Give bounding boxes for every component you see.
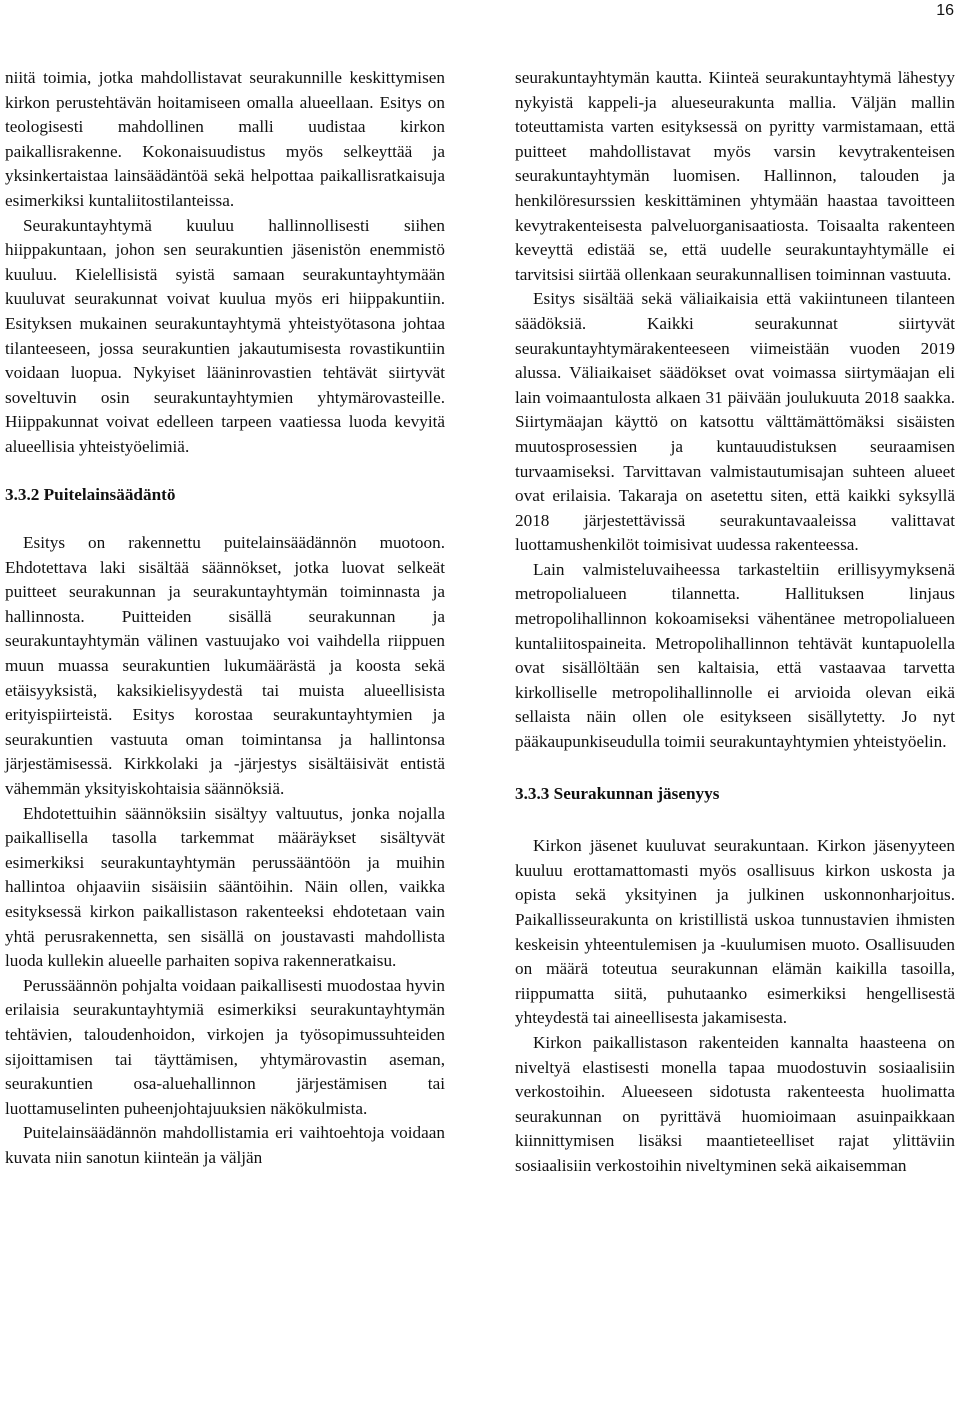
body-paragraph: Esitys sisältää sekä väliaikaisia että vakiintuneen tilanteen säädöksiä. Kaikki seurakunnat siirtyvät seurakuntayhtymärakenteeseen viimeistään vuoden 2019 alussa. Väliaikaiset säädökset ovat voimassa siirtymäajan eli lain voimaantulosta alkaen 31 päivään joulukuuta 2018 saakka. Siirtymäajan käyttö on katsottu välttämättömäksi sisäisten muutosprosessien ja kuntauudistuksen seuraamisen turvaamiseksi. Tarvittavan valmistautumisajan suhteen alueet ovat erilaisia. Takaraja on asetettu siten, että kaikki syksyllä 2018 järjestettävissä seurakuntavaaleissa valittavat luottamushenkilöt toimisivat uudessa rakenteessa. (515, 289, 955, 555)
body-paragraph: Lain valmisteluvaiheessa tarkasteltiin erillisyymyksenä metropolialueen tilannetta. Hallituksen linjaus metropolihallinnon kokoamiseksi vähentäneе metropolialueen kuntaliitospaineita. Metropolihallinnon tehtävät kuntapuolella ovat sisällöltään sen kaltaisia, että vastaavaa tarvetta kirkolliselle metropolihallinnolle ei arvioida olevan eikä sellaista näin ollen ole esitykseen sisällytetty. Jo nyt pääkaupunkiseudulla toimii seurakuntayhtymien yhteistyöelin. (515, 559, 955, 752)
body-paragraph: Perussäännön pohjalta voidaan paikallisesti muodostaa hyvin erilaisia seurakuntayhtymiä esimerkiksi seurakuntayhtymän tehtävien, taloudenhoidon, virkojen ja työsopimussuhteiden sijoittamisen tai täyttämisen, yhtymärovastin aseman, seurakuntien osa-aluehallinnon järjestämisen tai luottamuselinten puheenjohtajuuksien näkökulmista. (5, 975, 445, 1118)
page-number: 16 (936, 2, 954, 19)
body-paragraph: Kirkon paikallistason rakenteiden kannalta haasteena on niveltyä elastisesti monella tapaa muodostuvin sosiaalisiin verkostoihin. Alueeseen sidotusta rakenteesta huolimatta seurakunnan on pyrittävä huomioimaan asuinpaikkaan kiinnittymisen lisäksi maantieteelliset rajat ylittäviin sosiaalisiin verkostoihin niveltyminen sekä aikaisemman (515, 1032, 955, 1175)
right-column (515, 66, 955, 1179)
left-column (5, 66, 445, 1171)
body-paragraph: Puitelainsäädännön mahdollistamia eri vaihtoehtoja voidaan kuvata niin sanotun kiinteän ja väljän (5, 1123, 445, 1167)
body-paragraph: Seurakuntayhtymä kuuluu hallinnollisesti siihen hiippakuntaan, johon sen seurakuntien jäsenistön enemmistö kuuluu. Kielellisistä syistä samaan seurakuntayhtymään kuuluvat seurakunnat voivat kuulua myös eri hiippakuntiin. Esityksen mukainen seurakuntayhtymä yhteistyötasona johtaa tilanteeseen, jossa seurakuntien jakautumisesta rovastikuntiin voidaan luopua. Nykyiset lääninrovastien tehtävät siirtyvät soveltuvin osin seurakuntayhtymien yhtymärovasteille. Hiippakunnat voivat edelleen tarpeen vaatiessa luoda kevyitä alueellisia yhteistyöelimiä. (5, 215, 445, 456)
body-paragraph: Esitys on rakennettu puitelainsäädännön muotoon. Ehdotettava laki sisältää säännökset, jotka luovat selkeät puitteet seurakunnan ja seurakuntayhtymän toiminnasta ja hallinnosta. Puitteiden sisällä seurakunnan ja seurakuntayhtymän välinen vastuujako voi vaihdella riippuen muun muassa seurakuntien lukumäärästä ja koosta sekä etäisyyksistä, kaksikielisyydestä tai muista alueellisista erityispiirteistä. Esitys korostaa seurakuntayhtymien ja seurakuntien vastuuta oman toimintansa ja hallintonsa järjestämisessä. Kirkkolaki ja -järjestys sisältäisivät entistä vähemmän yksityiskohtaisia säännöksiä. (5, 533, 445, 799)
body-paragraph: seurakuntayhtymän kautta. Kiinteä seurakuntayhtymä lähestyy nykyistä kappeli-ja alueseurakunta mallia. Väljän mallin toteuttamista varten esityksessä on pyritty varmistamaan, että puitteet mahdollistavat myös varsin kevytrakenteisen seurakuntayhtymän luomisen. Hallinnon, talouden ja henkilöresurssien keskittäminen yhtymään haastaa tavoitteen kevytrakenteisesta palveluorganisaatiosta. Toisaalta rakenteen keveyttä edistää se, että uudelle seurakuntayhtymälle ei tarvitsisi siirtää ollenkaan seurakunnallisen toiminnan vastuuta. (515, 68, 955, 284)
body-paragraph: Kirkon jäsenet kuuluvat seurakuntaan. Kirkon jäsenyyteen kuuluu erottamattomasti myös osallisuus kirkon uskosta ja opista sekä yksityinen ja julkinen uskonnonharjoitus. Paikallisseurakunta on kristillistä uskoa tunnustavien ihmisten keskeisin yhteentulemisen ja -kuulumisen muoto. Osallisuuden on määrä toteutua seurakunnan elämän kaikilla tasoilla, riippumatta siitä, puhutaanko esimerkiksi hengellisestä yhteydestä tai aineellisesta jakamisesta. (515, 836, 955, 1028)
body-paragraph: niitä toimia, jotka mahdollistavat seurakunnille keskittymisen kirkon perustehtävän hoitamiseen omalla alueellaan. Esitys on teologisesti mahdollinen malli uudistaa kirkon paikallisrakenne. Kokonaisuudistus myös selkeyttää ja yksinkertaistaa lainsäädäntöä sekä helpottaa paikallisratkaisuja esimerkiksi kuntaliitostilanteissa. (5, 68, 445, 210)
section-heading: 3.3.3 Seurakunnan jäsenyys (515, 783, 720, 803)
section-heading: 3.3.2 Puitelainsäädäntö (5, 484, 176, 504)
body-paragraph: Ehdotettuihin säännöksiin sisältyy valtuutus, jonka nojalla paikallisella tasolla tarkemmat määräykset sisältyvät esimerkiksi seurakuntayhtymän perussääntöön ja muihin hallintoa ohjaaviin sisäisiin sääntöihin. Näin ollen, vaikka esityksessä kirkon paikallistason rakenteeksi ehdotetaan vain yhtä perusrakennetta, sen sisällä on joustavasti mahdollista luoda kullekin alueelle parhaiten sopiva rakenneratkaisu. (5, 803, 445, 971)
